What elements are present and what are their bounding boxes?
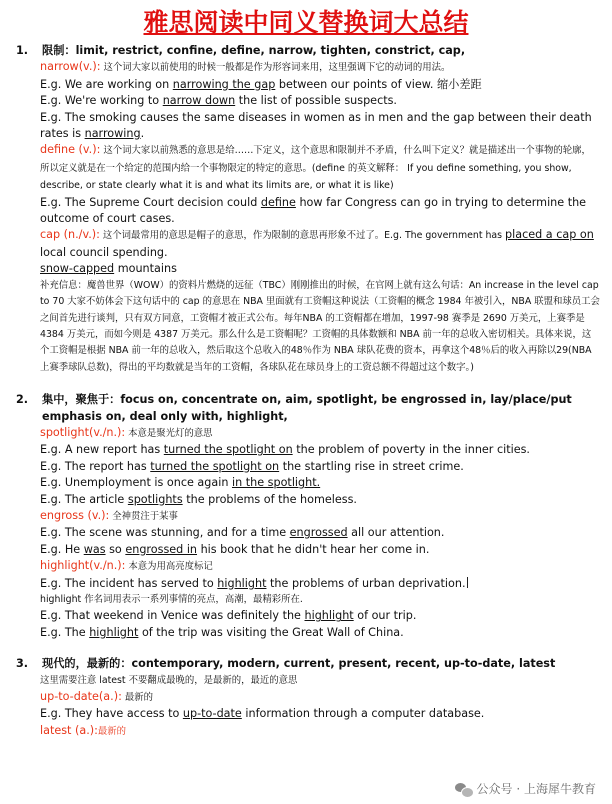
- underlined-phrase: snow-capped: [40, 262, 115, 276]
- term-explanation: 本意是聚光灯的意思: [125, 427, 213, 439]
- text-cursor: [467, 577, 468, 588]
- underlined-phrase: up-to-date: [182, 707, 242, 721]
- underlined-phrase: narrowing: [84, 127, 141, 141]
- term-label: define (v.):: [40, 143, 101, 157]
- example-text: all our attention.: [347, 526, 445, 540]
- example-text: the startling rise in street crime.: [279, 459, 464, 473]
- supplementary-note: 补充信息：魔兽世界（WOW）的资料片燃烧的远征（TBC）刚刚推出的时候，在官网上就有这么句话：An increase in the level cap to 70 大家不妨体会下这句话中的 cap 的意思在 NBA 里面就有工资帽这种说法（工资帽的概念 1984 年被引入，NBA 联盟和球员工会之间首先进行谈判，只有双方同意，工资帽才被正式公布。每年NBA 的工资帽都在增加，1997-98 赛季是 2690 万美元，上赛季是 4384 万美元，而如今则是 4387 万美元。那么什么是工资帽呢？工资帽的具体数额和 NBA 前一年的总收入密切相关。具体来说，这个工资帽是根据 NBA 前一年的总收入，然后取这个总收入的48％作为 NBA 球队花费的资本，再拿这个48％后的收入再除以29(NBA上赛季球队总数)，得出的平均数就是当年的工资帽，各球队花在球员身上的工资总额不得超过这个数字。): [40, 279, 600, 373]
- example-text: local council spending.: [40, 245, 168, 259]
- usage-note: 这里需要注意 latest 不要翻成最晚的，是最新的，最近的意思: [40, 674, 298, 686]
- section-1-heading: [14, 43, 600, 59]
- page-title: 雅思阅读中同义替换词大总结: [143, 8, 469, 37]
- example-text: E.g. They have access to: [40, 707, 183, 721]
- wechat-icon: [455, 782, 473, 796]
- example-text: E.g. A new report has: [40, 443, 164, 457]
- term-label: spotlight(v./n.):: [40, 425, 126, 439]
- example-sentence: [14, 608, 600, 624]
- term-label: engross (v.):: [40, 508, 110, 522]
- example-text: E.g. The Supreme Court decision could: [40, 195, 261, 209]
- section-number: 2.: [16, 393, 29, 407]
- example-sentence: [14, 542, 600, 558]
- section-3-heading: [14, 656, 600, 672]
- example-text: his book that he didn't hear her come in.: [197, 542, 430, 556]
- definition-highlight: [14, 558, 600, 575]
- example-text: E.g. He: [40, 542, 84, 556]
- example-sentence: [14, 459, 600, 475]
- example-text: E.g. The scene was stunning, and for a time: [40, 526, 290, 540]
- term-explanation: 本意为用高亮度标记: [125, 561, 213, 573]
- example-text: E.g. The: [40, 625, 90, 639]
- definition-up-to-date: [14, 689, 600, 706]
- underlined-phrase: turned the spotlight on: [150, 459, 280, 473]
- section-number: 3.: [16, 657, 29, 671]
- term-explanation: 最新的: [97, 725, 127, 737]
- example-text: how far Congress can go in trying to determine the outcome of court cases.: [40, 195, 587, 226]
- example-text: E.g. The incident has served to: [40, 576, 218, 590]
- example-text: E.g. Unemployment is once again: [40, 476, 232, 490]
- underlined-phrase: highlight: [89, 625, 139, 639]
- term-explanation: 这个词最常用的意思是帽子的意思，作为限制的意思再形象不过了。E.g. The government has: [99, 230, 506, 242]
- example-text: of our trip.: [353, 609, 417, 623]
- example-text: E.g. The report has: [40, 459, 151, 473]
- section-heading-text: 现代的，最新的：contemporary, modern, current, present, recent, up-to-date, latest: [42, 657, 556, 671]
- example-sentence: [14, 442, 600, 458]
- example-sentence: [14, 706, 600, 722]
- example-text: E.g. The article: [40, 492, 128, 506]
- example-text: the problems of the homeless.: [182, 492, 357, 506]
- watermark-text: 公众号 · 上海犀牛教育: [476, 782, 596, 796]
- example-text: E.g. The smoking causes the same diseases in women as in men and the gap between their death rates is: [40, 110, 592, 141]
- example-sentence: [14, 475, 600, 491]
- term-label: latest (a.):: [40, 723, 98, 737]
- example-sentence: [14, 492, 600, 508]
- term-explanation: 这个词大家以前使用的时候一般都是作为形容词来用，这里强调下它的动词的用法。: [100, 62, 451, 74]
- underlined-phrase: define: [260, 195, 296, 209]
- underlined-phrase: highlight: [217, 576, 267, 590]
- example-sentence: [14, 525, 600, 541]
- section-number: 1.: [16, 44, 29, 57]
- example-text: mountains: [114, 262, 177, 276]
- term-explanation: 最新的: [121, 692, 153, 704]
- watermark: [455, 780, 596, 797]
- term-explanation: 全神贯注于某事: [109, 510, 178, 522]
- term-label: cap (n./v.):: [40, 228, 100, 242]
- section-heading-text: 限制：limit, restrict, confine, define, narrow, tighten, constrict, cap,: [42, 44, 466, 57]
- example-text: the problems of urban deprivation.: [266, 576, 466, 590]
- example-sentence: [14, 625, 600, 641]
- definition-engross: [14, 508, 600, 525]
- example-text: information through a computer database.: [241, 707, 485, 721]
- underlined-phrase: turned the spotlight on: [163, 443, 293, 457]
- underlined-phrase: placed a cap on: [505, 228, 594, 242]
- underlined-phrase: was: [83, 542, 106, 556]
- definition-spotlight: [14, 425, 600, 442]
- underlined-phrase: highlight: [304, 609, 354, 623]
- definition-latest: [14, 723, 600, 740]
- underlined-phrase: engrossed in: [125, 542, 198, 556]
- example-text: of the trip was visiting the Great Wall of China.: [138, 625, 404, 639]
- example-text: E.g. We're working to: [40, 94, 163, 108]
- section-heading-text: 集中，聚焦于：focus on, concentrate on, aim, spotlight, be engrossed in, lay/place/put emphasis on, deal only with, highlight,: [42, 393, 572, 423]
- underlined-phrase: narrow down: [162, 94, 236, 108]
- underlined-phrase: engrossed: [289, 526, 348, 540]
- example-sentence: [14, 110, 600, 143]
- term-label: narrow(v.):: [40, 60, 101, 74]
- term-label: highlight(v./n.):: [40, 559, 126, 573]
- term-label: up-to-date(a.):: [40, 690, 122, 704]
- example-text: .: [140, 127, 145, 141]
- section-2-heading: [14, 392, 600, 425]
- underlined-phrase: in the spotlight.: [231, 476, 321, 490]
- example-text: the list of possible suspects.: [235, 94, 397, 108]
- example-sentence: [14, 576, 600, 592]
- example-sentence: [14, 93, 600, 109]
- example-sentence: [14, 195, 600, 228]
- underlined-phrase: spotlights: [127, 492, 183, 506]
- definition-cap: [14, 227, 600, 277]
- usage-note: highlight 作名词用表示一系列事情的亮点，高潮，最精彩所在.: [40, 594, 303, 605]
- example-text: E.g. We are working on: [40, 77, 173, 91]
- example-text: so: [105, 542, 126, 556]
- example-text: between our points of view. 缩小差距: [275, 77, 482, 91]
- example-sentence: [14, 77, 600, 93]
- example-text: E.g. That weekend in Venice was definitely the: [40, 609, 305, 623]
- term-explanation: 这个词大家以前熟悉的意思是给……下定义，这个意思和限制并不矛盾，什么叫下定义？就是描述出一个事物的轮廓，所以定义就是在一个给定的范围内给一个事物限定的特定的意思。(define 的英文解释： If you define something, you show, describe, or state clearly what it is and what its limits are, or what it is like): [40, 145, 591, 192]
- document-body: [0, 38, 612, 740]
- definition-define: [14, 142, 600, 194]
- underlined-phrase: narrowing the gap: [172, 77, 276, 91]
- example-text: the problem of poverty in the inner cities.: [292, 443, 530, 457]
- definition-narrow: [14, 59, 600, 76]
